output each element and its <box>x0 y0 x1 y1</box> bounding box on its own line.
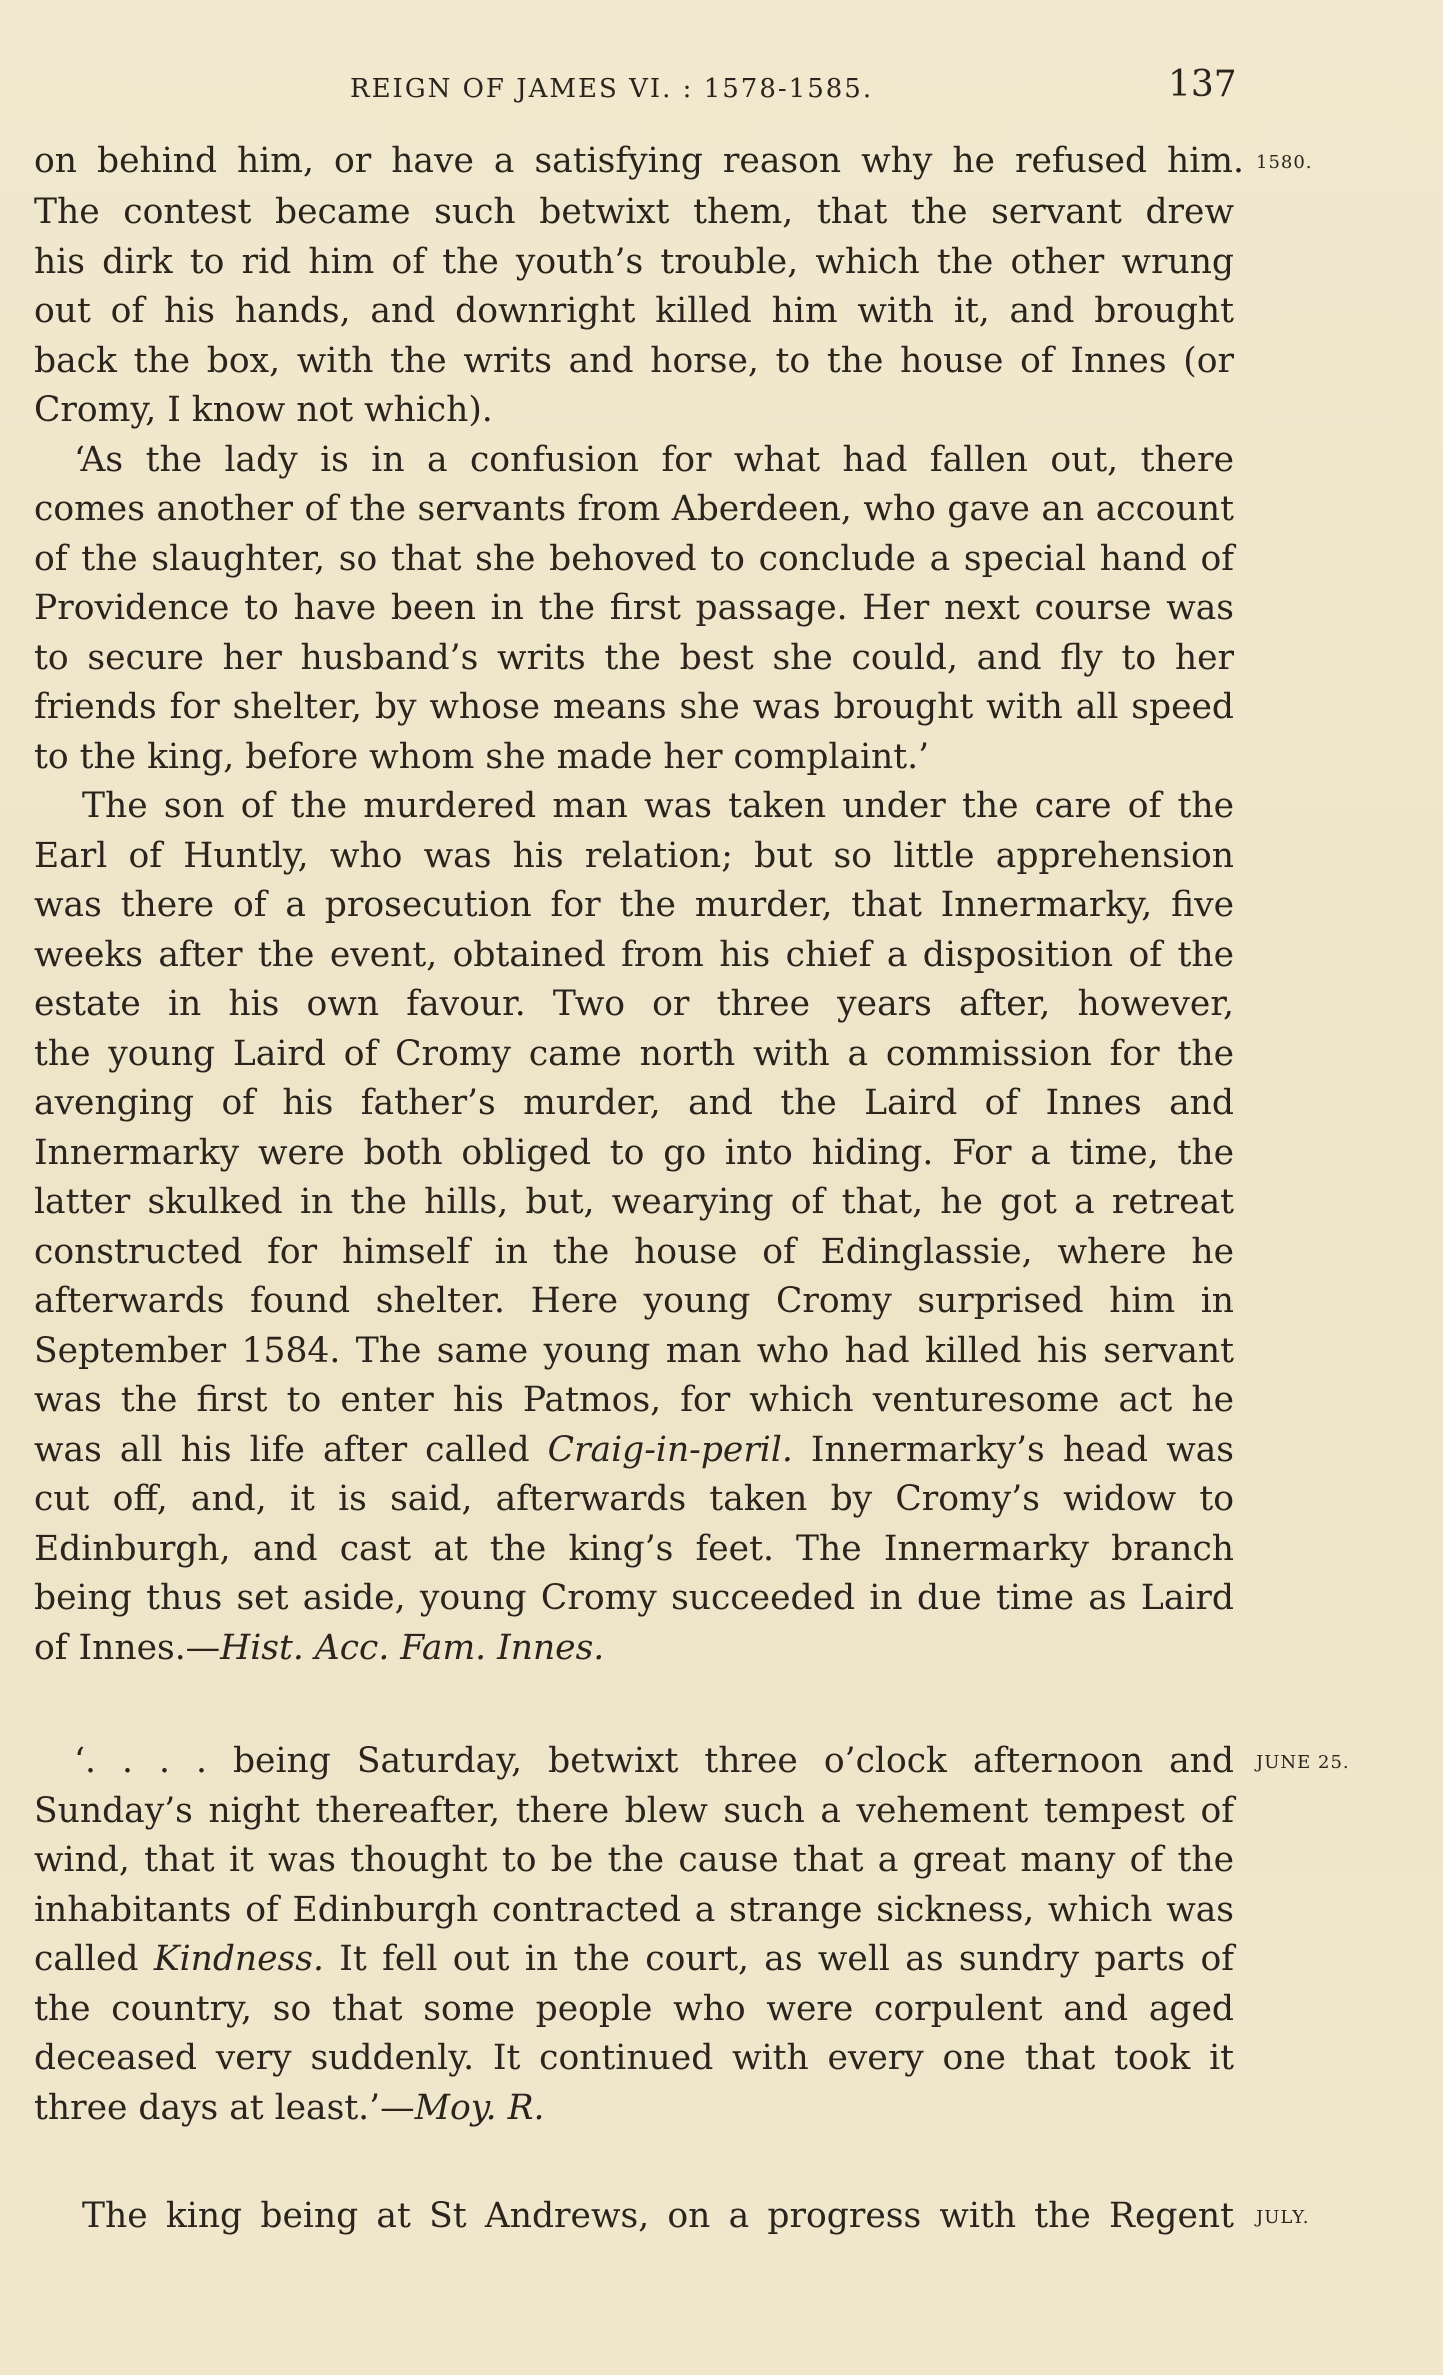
text-span: It fell out in the court, as well as sundry parts of <box>323 1939 1234 1979</box>
italic-term: Craig-in-peril. <box>547 1430 793 1470</box>
citation: Hist. Acc. Fam. Innes. <box>220 1628 605 1668</box>
text-line: wind, that it was thought to be the cause that a great many of the <box>34 1840 1234 1880</box>
text-span: was all his life after called <box>34 1430 548 1470</box>
text-line: avenging of his father’s murder, and the Laird of Innes and <box>34 1083 1234 1123</box>
page-number: 137 <box>1168 64 1237 105</box>
text-line: of the slaughter, so that she behoved to conclude a special hand of <box>34 539 1234 579</box>
text-line: was there of a prosecution for the murder, that Innermarky, five <box>34 885 1234 925</box>
text-line: to secure her husband’s writs the best she could, and fly to her <box>34 638 1234 678</box>
text-span: three days at least.’— <box>34 2088 415 2128</box>
text-line: Providence to have been in the first passage. Her next course was <box>34 588 1234 628</box>
text-line: to the king, before whom she made her complaint.’ <box>34 737 930 777</box>
text-line: cut off, and, it is said, afterwards taken by Cromy’s widow to <box>34 1479 1234 1519</box>
text-span: Innermarky’s head was <box>792 1430 1234 1470</box>
text-line: afterwards found shelter. Here young Cromy surprised him in <box>34 1281 1234 1321</box>
text-line: September 1584. The same young man who had killed his servant <box>34 1331 1234 1371</box>
text-line <box>34 1935 1234 1983</box>
text-line: back the box, with the writs and horse, to the house of Innes (or <box>34 341 1234 381</box>
italic-term: Kindness. <box>153 1939 324 1979</box>
text-line <box>34 1426 1234 1474</box>
text-line: ‘As the lady is in a confusion for what had fallen out, there <box>74 440 1234 480</box>
text-line: out of his hands, and downright killed him with it, and brought <box>34 291 1234 331</box>
text-line: The contest became such betwixt them, that the servant drew <box>34 192 1234 232</box>
page-header <box>0 64 1443 124</box>
margin-note-june: JUNE 25. <box>1256 1752 1350 1773</box>
text-line: Edinburgh, and cast at the king’s feet. The Innermarky branch <box>34 1529 1234 1569</box>
text-line: comes another of the servants from Aberdeen, who gave an account <box>34 489 1234 529</box>
text-line: Earl of Huntly, who was his relation; but so little apprehension <box>34 836 1234 876</box>
text-line: constructed for himself in the house of Edinglassie, where he <box>34 1232 1234 1272</box>
text-line: inhabitants of Edinburgh contracted a strange sickness, which was <box>34 1890 1234 1930</box>
text-line: the country, so that some people who were corpulent and aged <box>34 1989 1234 2029</box>
margin-note-year: 1580. <box>1256 152 1313 173</box>
text-line <box>34 2084 1234 2132</box>
text-line: Innermarky were both obliged to go into hiding. For a time, the <box>34 1133 1234 1173</box>
text-line: Cromy, I know not which). <box>34 390 493 430</box>
text-line: his dirk to rid him of the youth’s trouble, which the other wrung <box>34 242 1234 282</box>
margin-note-july: JULY. <box>1256 2207 1310 2228</box>
text-line: deceased very suddenly. It continued with every one that took it <box>34 2038 1234 2078</box>
text-line: The king being at St Andrews, on a progress with the Regent <box>82 2196 1234 2236</box>
text-line: was the first to enter his Patmos, for which venturesome act he <box>34 1380 1234 1420</box>
running-head: REIGN OF JAMES VI. : 1578-1585. <box>350 74 874 104</box>
text-line: estate in his own favour. Two or three years after, however, <box>34 984 1234 1024</box>
text-line: friends for shelter, by whose means she was brought with all speed <box>34 687 1234 727</box>
text-line: latter skulked in the hills, but, wearying of that, he got a retreat <box>34 1182 1234 1222</box>
text-line: being thus set aside, young Cromy succeeded in due time as Laird <box>34 1578 1234 1618</box>
text-line <box>34 1624 1234 1672</box>
text-span: of Innes.— <box>34 1628 221 1668</box>
text-line: the young Laird of Cromy came north with a commission for the <box>34 1034 1234 1074</box>
text-line: The son of the murdered man was taken under the care of the <box>82 786 1234 826</box>
text-line: ‘. . . . being Saturday, betwixt three o’clock afternoon and <box>74 1741 1234 1781</box>
text-line: Sunday’s night thereafter, there blew such a vehement tempest of <box>34 1791 1234 1831</box>
text-line: weeks after the event, obtained from his chief a disposition of the <box>34 935 1234 975</box>
text-span: called <box>34 1939 154 1979</box>
text-line: on behind him, or have a satisfying reason why he refused him. <box>34 141 1244 181</box>
citation: Moy. R. <box>414 2088 545 2128</box>
